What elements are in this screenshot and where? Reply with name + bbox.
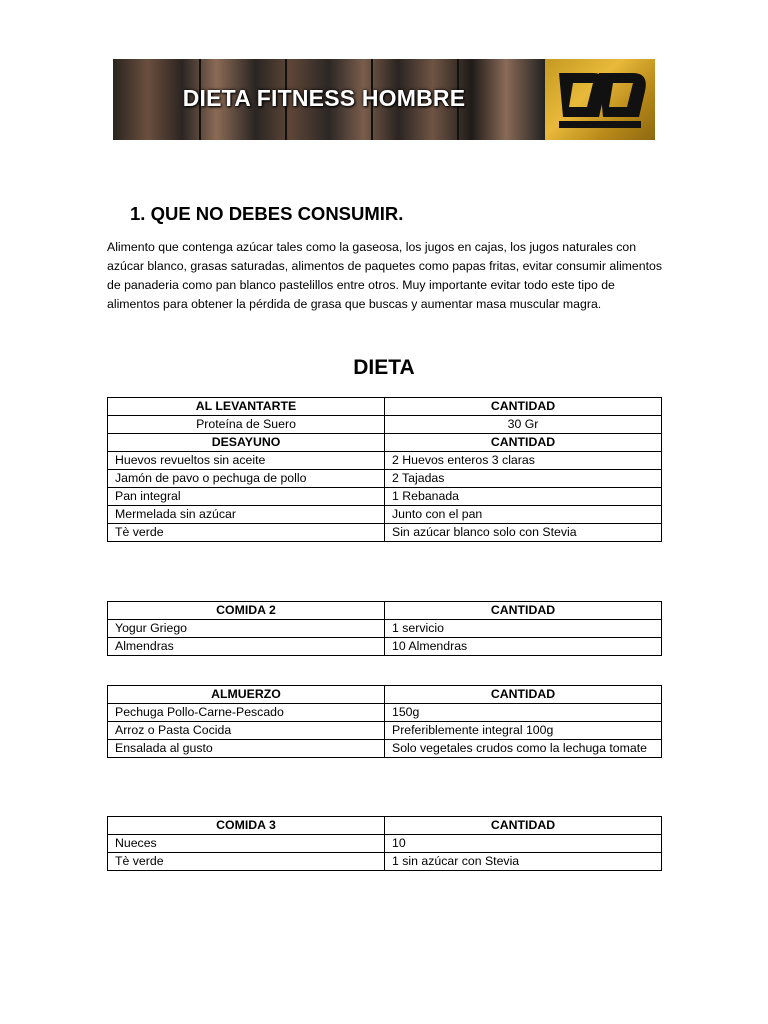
table-row <box>108 506 662 524</box>
table-cell: Yogur Griego <box>108 620 385 638</box>
table-header-cell: CANTIDAD <box>385 398 662 416</box>
table-header-row <box>108 602 662 620</box>
table-header-cell: COMIDA 2 <box>108 602 385 620</box>
table-cell: Huevos revueltos sin aceite <box>108 452 385 470</box>
table-cell: Nueces <box>108 835 385 853</box>
table-row <box>108 620 662 638</box>
table-header-cell: AL LEVANTARTE <box>108 398 385 416</box>
table-row <box>108 740 662 758</box>
table-cell: Mermelada sin azúcar <box>108 506 385 524</box>
section-heading: 1. QUE NO DEBES CONSUMIR. <box>130 203 404 224</box>
table-header-cell: COMIDA 3 <box>108 817 385 835</box>
header-banner <box>113 59 655 140</box>
table-cell: Jamón de pavo o pechuga de pollo <box>108 470 385 488</box>
table-row <box>108 524 662 542</box>
table-cell: Arroz o Pasta Cocida <box>108 722 385 740</box>
table-header-row <box>108 817 662 835</box>
breakfast-table <box>107 397 662 542</box>
table-row <box>108 488 662 506</box>
table-cell: 150g <box>385 704 662 722</box>
banner-title: DIETA FITNESS HOMBRE <box>182 85 466 111</box>
table-header-cell: CANTIDAD <box>385 602 662 620</box>
table-cell: 2 Tajadas <box>385 470 662 488</box>
table-cell: 1 servicio <box>385 620 662 638</box>
table-cell: 2 Huevos enteros 3 claras <box>385 452 662 470</box>
table-row <box>108 416 662 434</box>
table-header-cell: CANTIDAD <box>385 686 662 704</box>
table-header-row <box>108 434 662 452</box>
snack-2-table <box>107 601 662 656</box>
table-header-cell: DESAYUNO <box>108 434 385 452</box>
snack-3-table <box>107 816 662 871</box>
table-header-cell: ALMUERZO <box>108 686 385 704</box>
table-row <box>108 704 662 722</box>
table-cell: Preferiblemente integral 100g <box>385 722 662 740</box>
table-cell: 1 Rebanada <box>385 488 662 506</box>
table-cell: Pechuga Pollo-Carne-Pescado <box>108 704 385 722</box>
table-cell: Ensalada al gusto <box>108 740 385 758</box>
table-cell: Pan integral <box>108 488 385 506</box>
table-cell: 1 sin azúcar con Stevia <box>385 853 662 871</box>
table-header-row <box>108 398 662 416</box>
table-header-cell: CANTIDAD <box>385 434 662 452</box>
diet-title: DIETA <box>353 356 415 379</box>
table-cell: Junto con el pan <box>385 506 662 524</box>
intro-paragraph: Alimento que contenga azúcar tales como la gaseosa, los jugos en cajas, los jugos naturales con azúcar blanco, grasas saturadas, alimentos de paquetes como papas fritas, evitar consumir alimentos de panaderia como pan blanco pastelillos entre otros. Muy importante evitar todo este tipo de alimentos para obtener la pérdida de grasa que buscas y aumentar masa muscular magra. <box>107 240 663 311</box>
table-cell: 10 <box>385 835 662 853</box>
table-cell: 30 Gr <box>385 416 662 434</box>
table-cell: Proteína de Suero <box>108 416 385 434</box>
table-row <box>108 853 662 871</box>
table-header-cell: CANTIDAD <box>385 817 662 835</box>
table-cell: Sin azúcar blanco solo con Stevia <box>385 524 662 542</box>
table-header-row <box>108 686 662 704</box>
table-row <box>108 638 662 656</box>
lunch-table <box>107 685 662 758</box>
table-cell: Tè verde <box>108 524 385 542</box>
table-row <box>108 470 662 488</box>
table-cell: Solo vegetales crudos como la lechuga tomate <box>385 740 662 758</box>
table-cell: Almendras <box>108 638 385 656</box>
table-row <box>108 452 662 470</box>
table-cell: Tè verde <box>108 853 385 871</box>
table-row <box>108 722 662 740</box>
table-row <box>108 835 662 853</box>
table-cell: 10 Almendras <box>385 638 662 656</box>
